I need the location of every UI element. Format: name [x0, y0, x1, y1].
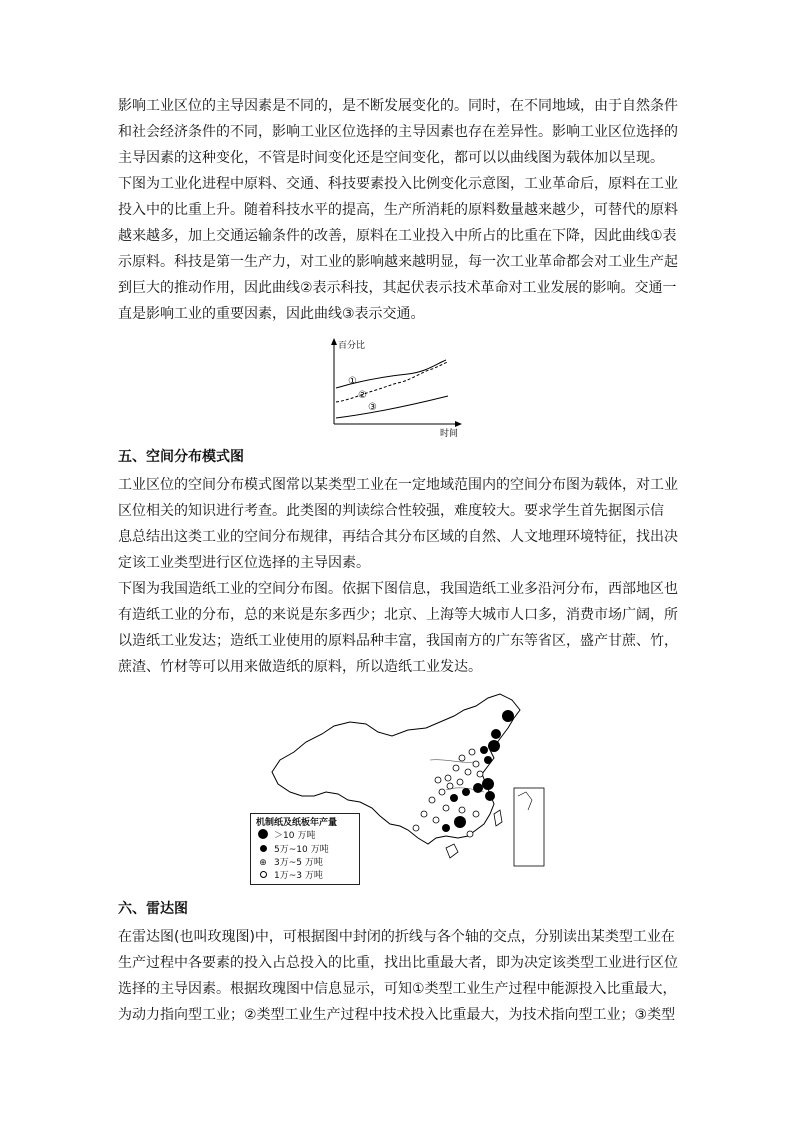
text-line: 和社会经济条件的不同，影响工业区位选择的主导因素也存在差异性。影响工业区位选择的 [118, 124, 678, 140]
map-dot [465, 769, 471, 775]
legend-title: 机制纸及纸板年产量 [256, 818, 338, 828]
map-dot [439, 789, 445, 795]
text-line: 选择的主导因素。根据玫瑰图中信息显示，可知①类型工业生产过程中能源投入比重最大， [118, 981, 677, 997]
text-line: 主导因素的这种变化，不管是时间变化还是空间变化，都可以以曲线图为载体加以呈现。 [118, 150, 664, 166]
map-dot [459, 755, 465, 761]
map-dot [484, 756, 492, 764]
taiwan-island [494, 810, 502, 826]
curve-label-1: ① [348, 376, 357, 387]
map-dot [450, 794, 458, 802]
map-legend [250, 813, 360, 885]
map-dot [473, 783, 483, 793]
map-dot [445, 775, 451, 781]
section6-paragraph [118, 924, 678, 1028]
map-dot [502, 710, 514, 722]
legend-row [256, 857, 354, 870]
map-dot [413, 825, 419, 831]
x-axis-label: 时间 [440, 429, 459, 439]
map-dot [473, 811, 479, 817]
crossed-circle-icon: ⊕ [259, 858, 267, 868]
curve-label-3: ③ [368, 402, 377, 413]
section5-paragraph [118, 472, 678, 680]
legend-label: 3万~5 万吨 [274, 858, 323, 868]
curve-label-2: ② [358, 390, 367, 401]
x-axis-arrow [455, 421, 462, 427]
text-line: 影响工业区位的主导因素是不同的，是不断发展变化的。同时，在不同地域，由于自然条件 [118, 98, 678, 114]
legend-label: 1万~3 万吨 [274, 871, 323, 881]
text-line: 投入中的比重上升。随着科技水平的提高，生产所消耗的原料数量越来越少，可替代的原料 [118, 202, 678, 218]
map-dot [477, 771, 483, 777]
map-dot [442, 824, 450, 832]
text-line: 工业区位的空间分布模式图常以某类型工业在一定地域范围内的空间分布图为载体，对工业 [118, 477, 678, 493]
legend-label: 5万~10 万吨 [274, 845, 329, 855]
text-line: 定该工业类型进行区位选择的主导因素。 [118, 555, 370, 571]
map-dot [482, 778, 494, 790]
map-dot [469, 749, 475, 755]
map-dot [488, 740, 500, 752]
hainan-island [446, 844, 458, 858]
large-dot-icon [256, 829, 270, 844]
map-dot [454, 816, 466, 828]
text-line: 有造纸工业的分布，总的来说是东多西少；北京、上海等大城市人口多，消费市场广阔，所 [118, 607, 678, 623]
y-axis-label: 百分比 [338, 341, 366, 351]
curve-3-transport [336, 396, 448, 418]
intro-paragraph [118, 93, 678, 327]
text-line: 越来越多，加上交通运输条件的改善，原料在工业投入中所占的比重在下降，因此曲线①表 [118, 228, 677, 244]
section5-heading: 五、空间分布模式图 [118, 449, 244, 465]
map-dot [485, 791, 495, 801]
map-dot [453, 765, 459, 771]
factor-curve-diagram [318, 336, 468, 440]
section6-heading: 六、雷达图 [118, 901, 188, 917]
map-dot [467, 831, 473, 837]
y-axis-arrow [331, 338, 337, 345]
text-line: 直是影响工业的重要因素，因此曲线③表示交通。 [118, 306, 425, 322]
legend-row [256, 844, 354, 857]
legend-row [256, 870, 354, 883]
text-line: 蔗渣、竹材等可以用来做造纸的原料，所以造纸工业发达。 [118, 659, 482, 675]
text-line: 以造纸工业发达；造纸工业使用的原料品种丰富，我国南方的广东等省区，盛产甘蔗、竹， [118, 633, 678, 649]
legend-row [256, 829, 354, 844]
text-line: 生产过程中各要素的投入占总投入的比重，找出比重最大者，即为决定该类型工业进行区位 [118, 955, 678, 971]
map-dot [459, 807, 465, 813]
text-line: 下图为工业化进程中原料、交通、科技要素投入比例变化示意图，工业革命后，原料在工业 [118, 176, 678, 192]
hollow-circle-icon [256, 870, 270, 883]
text-line: 息总结出这类工业的空间分布规律，再结合其分布区域的自然、人文地理环境特征，找出决 [118, 529, 678, 545]
text-line: 到巨大的推动作用，因此曲线②表示科技，其起伏表示技术革命对工业发展的影响。交通一 [118, 280, 677, 296]
text-line: 为动力指向型工业；②类型工业生产过程中技术投入比重最大，为技术指向型工业；③类型 [118, 1007, 676, 1023]
medium-dot-icon [256, 844, 270, 857]
legend-label: ＞10 万吨 [274, 831, 316, 841]
map-dot [457, 779, 463, 785]
map-dot [433, 817, 439, 823]
map-dot [491, 729, 501, 739]
map-dot [473, 761, 479, 767]
text-line: 在雷达图(也叫玫瑰图)中，可根据图中封闭的折线与各个轴的交点，分别读出某类型工业在 [118, 929, 675, 945]
south-sea-inset [514, 788, 544, 866]
text-line: 下图为我国造纸工业的空间分布图。依据下图信息，我国造纸工业多沿河分布，西部地区也 [118, 581, 678, 597]
map-dot [429, 797, 435, 803]
text-line: 区位相关的知识进行考查。此类图的判读综合性较强，难度较大。要求学生首先据图示信 [118, 503, 664, 519]
text-line: 示原料。科技是第一生产力，对工业的影响越来越明显，每一次工业革命都会对工业生产起 [118, 254, 678, 270]
map-dot [462, 788, 470, 796]
map-dot [435, 777, 441, 783]
map-dot [480, 746, 488, 754]
map-dot [443, 805, 449, 811]
map-dot [447, 783, 453, 789]
map-dot [421, 811, 427, 817]
